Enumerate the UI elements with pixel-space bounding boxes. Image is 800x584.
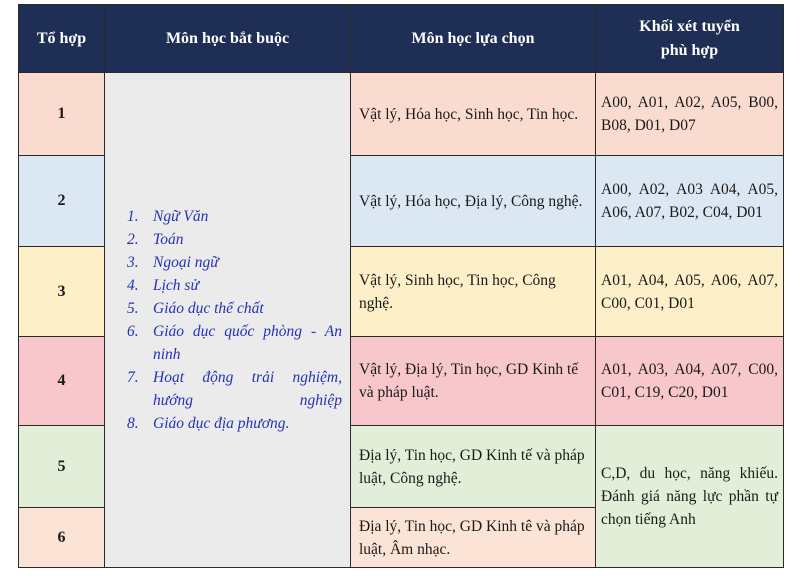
list-item: 8. Giáo dục địa phương. [127,415,290,432]
combo-number: 5 [19,426,105,508]
admission-blocks: A01, A04, A05, A06, A07, C00, C01, D01 [596,247,784,337]
table-row [19,73,784,156]
mandatory-subjects-cell [105,73,351,568]
list-item: 7. Hoạt động trải nghiệm, hướng nghiệp [127,369,342,409]
elective-subjects: Vật lý, Hóa học, Địa lý, Công nghệ. [351,156,596,247]
elective-subjects: Địa lý, Tin học, GD Kinh tế và pháp luật, Công nghệ. [351,426,596,508]
admission-blocks: A00, A01, A02, A05, B00, B08, D01, D07 [596,73,784,156]
admission-blocks: C,D, du học, năng khiếu. Đánh giá năng lực phần tự chọn tiếng Anh [596,426,784,568]
list-item: 1. Ngữ Văn [127,208,209,225]
list-item: 5. Giáo dục thể chất [127,300,264,317]
header-row [19,5,784,73]
list-item: 4. Lịch sử [127,277,199,294]
header-admission-line2: phù hợp [660,41,719,59]
header-admission-line1: Khối xét tuyển [639,17,740,35]
mandatory-subject-list [127,205,342,435]
list-item: 2. Toán [127,231,184,248]
combo-number: 3 [19,247,105,337]
list-item: 3. Ngoại ngữ [127,254,219,271]
combo-number: 4 [19,337,105,426]
elective-subjects: Vật lý, Địa lý, Tin học, GD Kinh tế và pháp luật. [351,337,596,426]
elective-subjects: Địa lý, Tin học, GD Kinh tê và pháp luật, Âm nhạc. [351,508,596,568]
subject-combination-table [18,4,784,568]
header-admission-blocks [596,5,784,73]
combo-number: 1 [19,73,105,156]
elective-subjects: Vật lý, Sinh học, Tin học, Công nghệ. [351,247,596,337]
combo-number: 6 [19,508,105,568]
admission-blocks: A01, A03, A04, A07, C00, C01, C19, C20, D01 [596,337,784,426]
admission-blocks: A00, A02, A03 A04, A05, A06, A07, B02, C04, D01 [596,156,784,247]
header-mandatory: Môn học bắt buộc [105,5,351,73]
header-combo: Tổ hợp [19,5,105,73]
combo-number: 2 [19,156,105,247]
list-item: 6. Giáo dục quốc phòng - An ninh [127,323,342,363]
elective-subjects: Vật lý, Hóa học, Sinh học, Tin học. [351,73,596,156]
header-elective: Môn học lựa chọn [351,5,596,73]
